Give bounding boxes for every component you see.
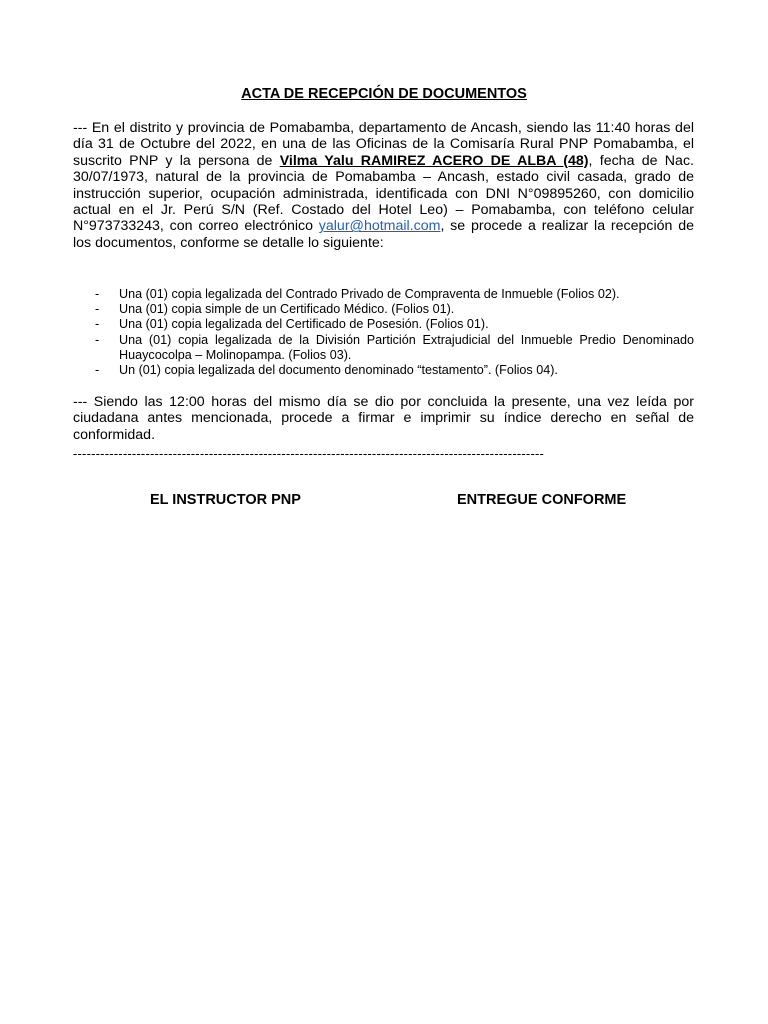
dashed-separator: -------------------------------------------------------------------------------------------------------- xyxy=(73,447,545,461)
person-name: Vilma Yalu RAMIREZ ACERO DE ALBA (48) xyxy=(279,152,589,169)
closing-paragraph: --- Siendo las 12:00 horas del mismo día se dio por concluida la presente, una vez leída por ciudadana antes mencionada, procede a firmar e imprimir su índice derecho en señal de conformidad. xyxy=(73,394,694,443)
intro-text-1: --- En el distrito y provincia de Pomabamba, departamento de Ancash, siendo las 11:40 horas del día 31 de Octubre del 2022, en una de las Oficinas de la Comisaría Rural PNP Pomabamba, el suscrito PNP y la persona de xyxy=(73,120,694,169)
document-title: ACTA DE RECEPCIÓN DE DOCUMENTOS xyxy=(241,86,527,102)
intro-text-3: , se procede a realizar la recepción de los documentos, conforme se detalle lo siguiente: xyxy=(73,218,694,251)
intro-text-2: , fecha de Nac. 30/07/1973, natural de la provincia de Pomabamba – Ancash, estado civil casada, grado de instrucción superior, ocupación administrada, identificada con DNI N°09895260, con domicilio actual en el Jr. Perú S/N (Ref. Costado del Hotel Leo) – Pomabamba, con teléfono celular N°973733243, con correo electrónico xyxy=(73,152,694,235)
list-item: - Una (01) copia simple de un Certificado Médico. (Folios 01). xyxy=(95,302,694,317)
list-item: - Una (01) copia legalizada del Certificado de Posesión. (Folios 01). xyxy=(95,317,694,332)
intro-paragraph xyxy=(73,120,694,251)
list-item: - Un (01) copia legalizada del documento denominado “testamento”. (Folios 04). xyxy=(95,363,694,378)
signature-instructor: EL INSTRUCTOR PNP xyxy=(150,492,301,508)
list-item: - Una (01) copia legalizada del Contrado Privado de Compraventa de Inmueble (Folios 02). xyxy=(95,287,694,302)
document-list xyxy=(95,287,694,378)
email-link[interactable]: yalur@hotmail.com xyxy=(318,218,441,235)
list-item: - Una (01) copia legalizada de la División Partición Extrajudicial del Inmueble Predio Denominado Huaycocolpa – Molinopampa. (Folios 03). xyxy=(95,333,694,363)
signature-receiver: ENTREGUE CONFORME xyxy=(457,492,627,508)
